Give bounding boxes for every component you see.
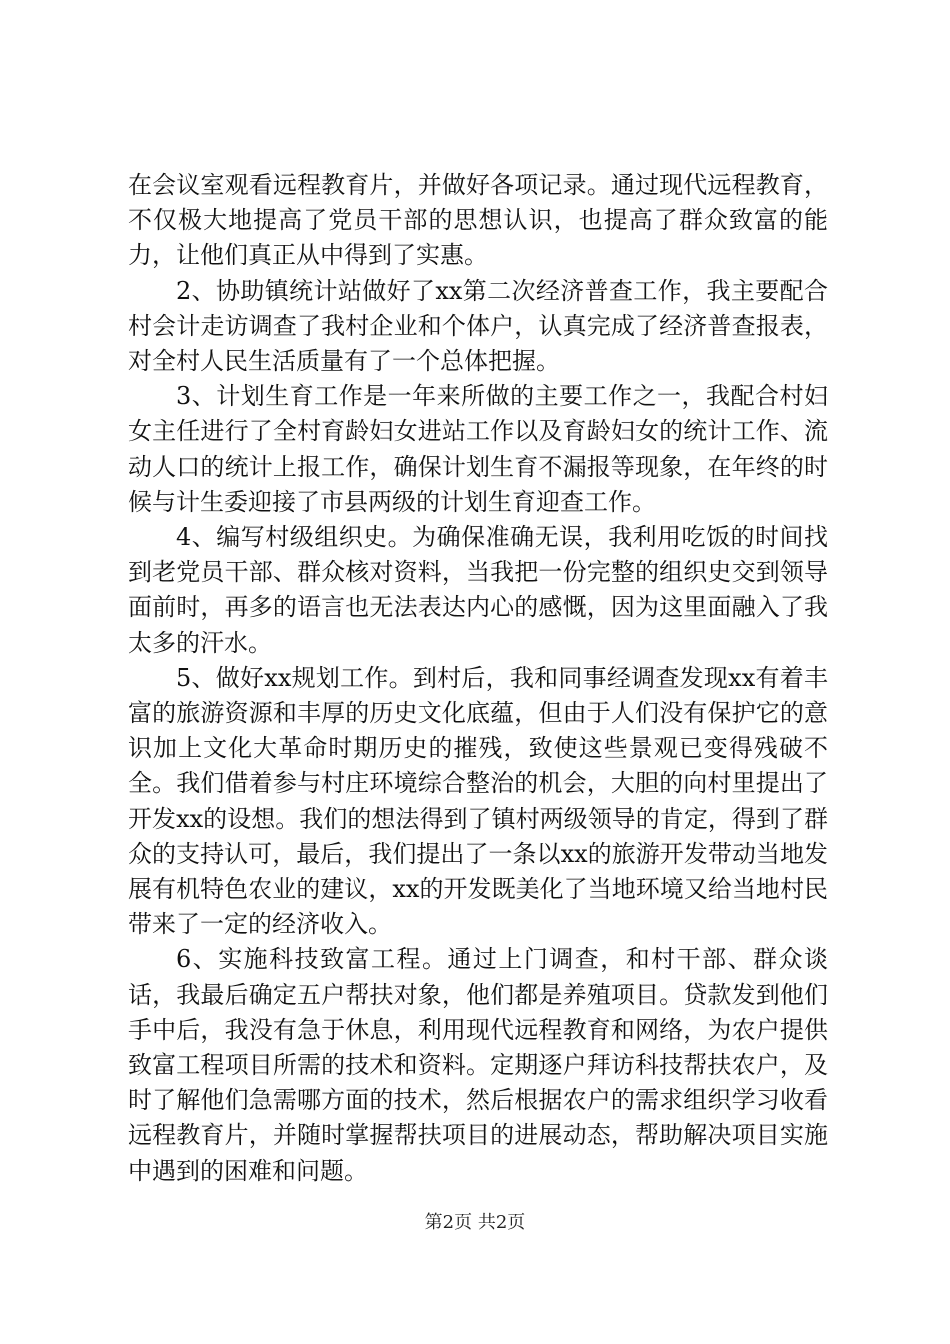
paragraph-item-4: 4、编写村级组织史。为确保准确无误，我利用吃饭的时间找到老党员干部、群众核对资料，当我把一份完整的组织史交到领导面前时，再多的语言也无法表达内心的感慨，因为这里面融入了我太多的汗水。 <box>128 523 828 657</box>
document-body <box>128 168 828 1189</box>
paragraph-item-2: 2、协助镇统计站做好了xx第二次经济普查工作，我主要配合村会计走访调查了我村企业和个体户，认真完成了经济普查报表，对全村人民生活质量有了一个总体把握。 <box>128 276 828 376</box>
paragraph-item-6: 6、实施科技致富工程。通过上门调查，和村干部、群众谈话，我最后确定五户帮扶对象，他们都是养殖项目。贷款发到他们手中后，我没有急于休息，利用现代远程教育和网络，为农户提供致富工程项目所需的技术和资料。定期逐户拜访科技帮扶农户，及时了解他们急需哪方面的技术，然后根据农户的需求组织学习收看远程教育片，并随时掌握帮扶项目的进展动态，帮助解决项目实施中遇到的困难和问题。 <box>128 945 828 1185</box>
paragraph-item-3: 3、计划生育工作是一年来所做的主要工作之一，我配合村妇女主任进行了全村育龄妇女进站工作以及育龄妇女的统计工作、流动人口的统计上报工作，确保计划生育不漏报等现象，在年终的时候与计生委迎接了市县两级的计划生育迎查工作。 <box>128 382 828 516</box>
paragraph-item-5: 5、做好xx规划工作。到村后，我和同事经调查发现xx有着丰富的旅游资源和丰厚的历史文化底蕴，但由于人们没有保护它的意识加上文化大革命时期历史的摧残，致使这些景观已变得残破不全。我们借着参与村庄环境综合整治的机会，大胆的向村里提出了开发xx的设想。我们的想法得到了镇村两级领导的肯定，得到了群众的支持认可，最后，我们提出了一条以xx的旅游开发带动当地发展有机特色农业的建议，xx的开发既美化了当地环境又给当地村民带来了一定的经济收入。 <box>128 663 828 939</box>
page-footer: 第2页 共2页 <box>424 1212 526 1233</box>
paragraph-continuation: 在会议室观看远程教育片，并做好各项记录。通过现代远程教育，不仅极大地提高了党员干部的思想认识，也提高了群众致富的能力，让他们真正从中得到了实惠。 <box>128 171 828 270</box>
